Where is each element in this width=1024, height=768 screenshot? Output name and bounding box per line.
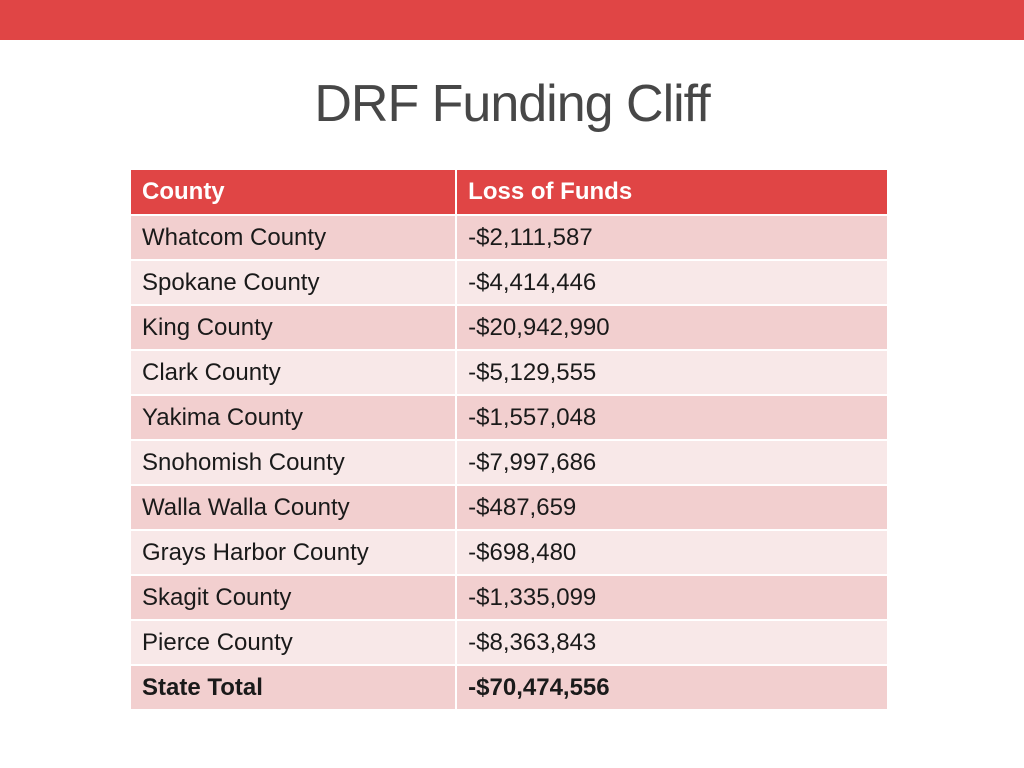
funding-table (129, 168, 889, 711)
table-row (130, 440, 888, 485)
top-accent-bar (0, 0, 1024, 40)
loss-cell: -$4,414,446 (456, 260, 888, 305)
table-row (130, 350, 888, 395)
table-header-row (130, 169, 888, 215)
table-row (130, 395, 888, 440)
loss-cell: -$8,363,843 (456, 620, 888, 665)
loss-cell: -$1,557,048 (456, 395, 888, 440)
loss-cell: -$2,111,587 (456, 215, 888, 260)
header-loss-of-funds: Loss of Funds (456, 169, 888, 215)
county-cell: Spokane County (130, 260, 456, 305)
county-cell: Whatcom County (130, 215, 456, 260)
table-row (130, 260, 888, 305)
total-row (130, 665, 888, 710)
county-cell: Yakima County (130, 395, 456, 440)
county-cell: Walla Walla County (130, 485, 456, 530)
county-cell: Pierce County (130, 620, 456, 665)
table-row (130, 215, 888, 260)
total-loss-cell: -$70,474,556 (456, 665, 888, 710)
table-row (130, 305, 888, 350)
table-row (130, 530, 888, 575)
loss-cell: -$698,480 (456, 530, 888, 575)
table-row (130, 575, 888, 620)
header-county: County (130, 169, 456, 215)
loss-cell: -$5,129,555 (456, 350, 888, 395)
table-row (130, 485, 888, 530)
loss-cell: -$1,335,099 (456, 575, 888, 620)
slide-title: DRF Funding Cliff (314, 75, 710, 133)
loss-cell: -$20,942,990 (456, 305, 888, 350)
county-cell: Skagit County (130, 575, 456, 620)
total-label-cell: State Total (130, 665, 456, 710)
county-cell: Clark County (130, 350, 456, 395)
loss-cell: -$7,997,686 (456, 440, 888, 485)
county-cell: Grays Harbor County (130, 530, 456, 575)
county-cell: Snohomish County (130, 440, 456, 485)
table-row (130, 620, 888, 665)
county-cell: King County (130, 305, 456, 350)
loss-cell: -$487,659 (456, 485, 888, 530)
